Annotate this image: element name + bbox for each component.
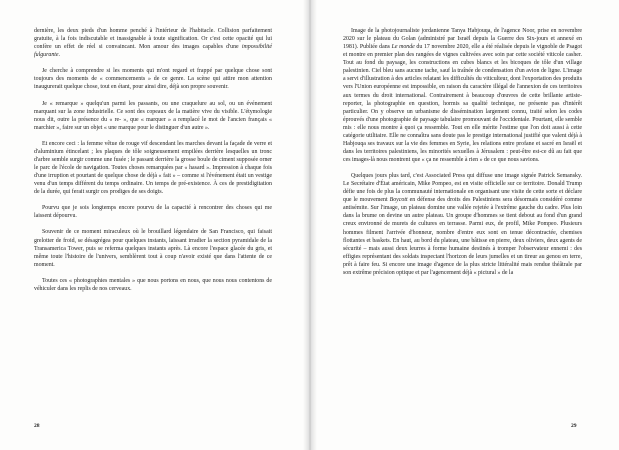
paragraph-text: en défense des droits des Palestiniens sera désormais considéré comme antisémite. Sur l'image, un plateau domine une vallée rejetée à l'extrême gauche du cadre. Plus loin dans la brume on devine un autre plateau. Un groupe d'hommes se tient debout au fond d'un grand creux environné de murets de cultures en terrasse. Parmi eux, de profil, Mike Pompeo. Plusieurs hommes filment l'arrivée d'honneur, nombre d'entre eux sont en tenue décontractée, chemises flottantes et baskets. En haut, au bord du plateau, une bâtisse en pierre, deux oliviers, deux agents de sécurité – mais aussi deux leurres à forme humaine destinés à tromper l'observateur ennemi : des effigies représentant des soldats inspectant l'horizon de leurs jumelles et un tireur au genou en terre, prêt à faire feu. Si encore une image d'agence de la plus stricte littéralité mais rendue théâtrale par son extrême précision optique et par l'agencement déjà « pictural » de la [343, 197, 582, 276]
left-page-number: 28 [34, 423, 40, 429]
left-page [0, 0, 309, 450]
paragraph-text: Pourvu que je sois longtemps encore pourvu de la capacité à rencontrer des choses qui me laissent dépourvu. [34, 205, 272, 220]
emphasized-text: Boycott [389, 197, 408, 204]
paragraph [34, 100, 272, 132]
paragraph-text: Je cherche à comprendre si les moments qui m'ont regard et frappé par quelque chose sont toujours des moments de « commencements » de ce genre. La scène qui attire mon attention inaugurerait quelque chose, tout en étant, pour ainsi dire, déjà son propre souvenir. [34, 68, 272, 91]
paragraph [343, 27, 582, 164]
emphasized-text: impossibilité fulgurante [34, 44, 272, 59]
paragraph-text: du 17 novembre 2020, elle a été réalisée depuis le vignoble de Psagot et montre en premier plan des rangées de vignes cultivées avec soin par cette société viticole casher. Tout au fond du paysage, les constructions en cubes blancs et les bicoques de tôle d'un village palestinien. Ciel bleu sans aucune tache, sauf la traînée de condensation d'un avion de ligne. L'image a servi d'illustration à des articles relatant les difficultés du viticulteur, dont l'exportation des produits vers l'Union européenne est impossible, en raison du caractère illégal de l'annexion de ces territoires aux termes du droit international. Contrairement à beaucoup d'œuvres de cette brillante artiste-reporter, la photographie en question, hormis sa qualité technique, ne présente pas d'intérêt particulier. On y observe un urbanisme de dissémination largement connu, traité selon les codes éprouvés d'une photographie de paysage tabulaire promouvant de l'occidentale. Pourtant, elle semble mis : elle nous montre à quoi ça ressemble. Tout en elle mérite l'estime que l'on doit aussi à cette catégorie utilitaire. Elle ne connaîtra sans doute pas le prestige international justifié que valent déjà à Habjouqa ses travaux sur la vie des femmes en Syrie, les relations entre profane et sacré en Israël et dans les territoires palestiniens, les minorités sexuelles à Jérusalem : peut-être est-ce dû au fait que ces images-là nous montrent que « ça ne ressemble à rien » de ce que nous savions. [343, 44, 582, 163]
book-gutter-shadow [303, 0, 317, 450]
paragraph-text: Et encore ceci : la femme vêtue de rouge vif descendant les marches devant la façade de verre et d'aluminium étincelant ; les plaques de tôle soigneusement empilées derrière lesquelles un tronc d'arbre semble surgir comme une fusée ; le passant derrière la grosse boule de ciment supposée orner le parc de l'école de navigation. Toutes choses remarquées par « hasard ». Impression à chaque fois d'une irruption et pourtant de quelque chose de déjà « fait » – comme si l'événement était un vestige venu d'un temps différent du temps ordinaire. Un temps de pré-existence. À ces de prestidigitation de la durée, qui ferait surgir ces prodiges de ses doigts. [34, 140, 272, 196]
right-page [310, 0, 619, 450]
paragraph-text: Je « remarque » quelqu'un parmi les passants, ou une craquelure au sol, ou un événement marquant sur la zone industrielle. Ce sont des copeaux de la matière vive du visible. L'étymologie nous dit, outre la présence du « re- », que « marquer » a remplacé le mot de l'ancien français « marchier », faire sur un objet « une marque pour le distinguer d'un autre ». [34, 100, 272, 131]
paragraph [34, 204, 272, 220]
emphasized-text: Le monde [391, 44, 415, 51]
paragraph-text: Image de la photojournaliste jordanienne Tanya Habjouqa, de l'agence Noor, prise en novembre 2020 sur le plateau du Golan (administré par Israël depuis la Guerre des Six-jours et annexé en 1981). Publiée dans [343, 28, 582, 51]
paragraph [34, 277, 272, 293]
paragraph [34, 27, 272, 59]
right-page-number: 29 [571, 423, 577, 429]
paragraph-text: . [58, 52, 61, 59]
left-page-text [34, 27, 272, 293]
right-page-text [343, 27, 582, 277]
paragraph [34, 67, 272, 91]
paragraph-text: Toutes ces « photographies mentales » que nous portons en nous, que nous nous contentons de véhiculer dans les replis de nos cerveaux. [34, 277, 272, 292]
paragraph [34, 140, 272, 196]
paragraph-text: Souvenir de ce moment miraculeux où le brouillard légendaire de San Francisco, qui faisait grelotter de froid, se désagrégea pour quelques instants, laissant irradier la section pyramidale de la Transamerica Tower, puis se referma quelques instants après. Là encore l'espace glacée du gris, et même toute l'histoire de l'univers, semblèrent tout à coup n'avoir existé que dans l'attente de ce moment. [34, 229, 272, 268]
paragraph-text: dernière, les deux pieds d'un homme penché à l'intérieur de l'habitacle. Collision parfaitement gratuite, à la fois indiscutable et inassignable à toute signification. Or c'est cette opacité qui lui confère un effet de réel si convaincant. Mon amour des images capables d'une [34, 28, 272, 51]
paragraph [34, 228, 272, 268]
paragraph-text: Quelques jours plus tard, c'est Associated Press qui diffuse une image signée Patrick Semansky. Le Secrétaire d'État américain, Mike Pompeo, est en visite officielle sur ce territoire. Donald Trump défie une fois de plus la communauté internationale en organisant une visite de cette sorte et déclare que le mouvement [343, 173, 582, 204]
paragraph [343, 172, 582, 277]
